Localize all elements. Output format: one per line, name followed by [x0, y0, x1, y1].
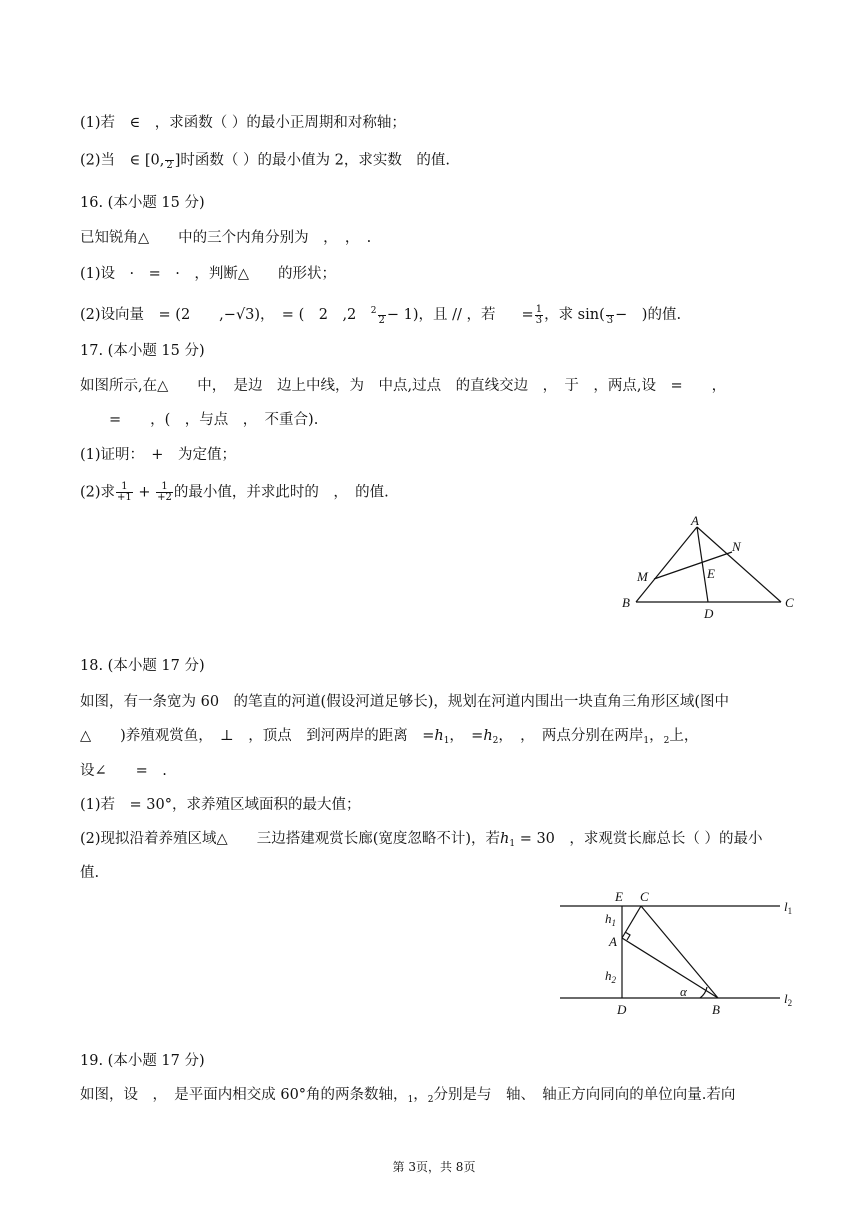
q16-part2: (2)设向量 = (2 ,−√3)， = ( 2 ,2 $^2$ 2 − 1)，且 // ，若 = $\frac{1}{3}$ ，求 sin( 3 − )的值. — [80, 303, 682, 326]
q17-line2: = ，( ，与点 ， 不重合). — [80, 412, 319, 428]
q17-heading: 17. (本小题 15 分) — [80, 343, 205, 359]
q15-part2: (2)当 ∈ [0, 2 ]时函数（ ）的最小值为 2，求实数 的值. — [80, 150, 450, 171]
q19-line1: 如图，设 ， 是平面内相交成 60°角的两条数轴，$_1$，$_2$分别是与 轴、 轴正方向同向的单位向量.若向 — [80, 1087, 736, 1105]
pi-over-2-fraction: 2 — [165, 150, 173, 171]
q18-line3: 设∠ = . — [80, 763, 167, 779]
label-A: A — [609, 934, 617, 949]
q18-line1: 如图，有一条宽为 60 的笔直的河道(假设河道足够长)，规划在河道内围出一块直角三角形区域(图中 — [80, 694, 730, 710]
label-D: D — [617, 1002, 627, 1017]
q18-river-figure — [555, 886, 805, 1022]
label-D: D — [704, 606, 714, 621]
label-alpha: α — [680, 984, 687, 999]
q17-part1: (1)证明： + 为定值； — [80, 447, 236, 463]
q18-line2: △ )养殖观赏鱼， ⊥ ，顶点 到河两岸的距离 $=h_1$， $=h_2$， ， 两点分别在两岸$_1$，$_2$上， — [80, 728, 699, 746]
q19-heading: 19. (本小题 17 分) — [80, 1053, 205, 1069]
label-B: B — [622, 595, 630, 610]
label-h2: $h_2$ — [605, 968, 616, 985]
label-N: N — [732, 539, 741, 554]
label-B: B — [712, 1002, 720, 1017]
label-E: E — [707, 566, 715, 581]
q18-part2-cont: 值. — [80, 865, 100, 881]
q17-triangle-figure — [620, 512, 810, 624]
q18-heading: 18. (本小题 17 分) — [80, 658, 205, 674]
label-h1: $h_1$ — [605, 911, 616, 928]
q16-intro: 已知锐角△ 中的三个内角分别为 ， ， . — [80, 230, 372, 246]
q17-line1: 如图所示,在△ 中， 是边 边上中线，为 中点,过点 的直线交边 ， 于 ，两点,设 = ， — [80, 378, 727, 394]
q18-part1: (1)若 = 30°，求养殖区域面积的最大值； — [80, 797, 361, 813]
q18-part2: (2)现拟沿着养殖区域△ 三边搭建观赏长廊(宽度忽略不计)，若$h_1 = 30$ ，求观赏长廊总长（ ）的最小 — [80, 831, 763, 849]
label-l1: $l_1$ — [784, 899, 793, 916]
label-E: E — [615, 889, 623, 904]
q16-heading: 16. (本小题 15 分) — [80, 195, 205, 211]
label-C: C — [785, 595, 794, 610]
q16-part1: (1)设 · = · ，判断△ 的形状； — [80, 266, 337, 282]
label-M: M — [637, 569, 648, 584]
label-l2: $l_2$ — [784, 991, 793, 1008]
label-C: C — [640, 889, 649, 904]
page-footer: 第 3页，共 8页 — [392, 1160, 476, 1174]
label-A: A — [691, 513, 699, 528]
q17-part2: (2)求 $\frac{1}{+1}$ + $\frac{1}{+2}$ 的最小值，并求此时的 ， 的值. — [80, 481, 389, 503]
q15-part1: (1)若 ∈ ，求函数（ ）的最小正周期和对称轴； — [80, 115, 406, 131]
